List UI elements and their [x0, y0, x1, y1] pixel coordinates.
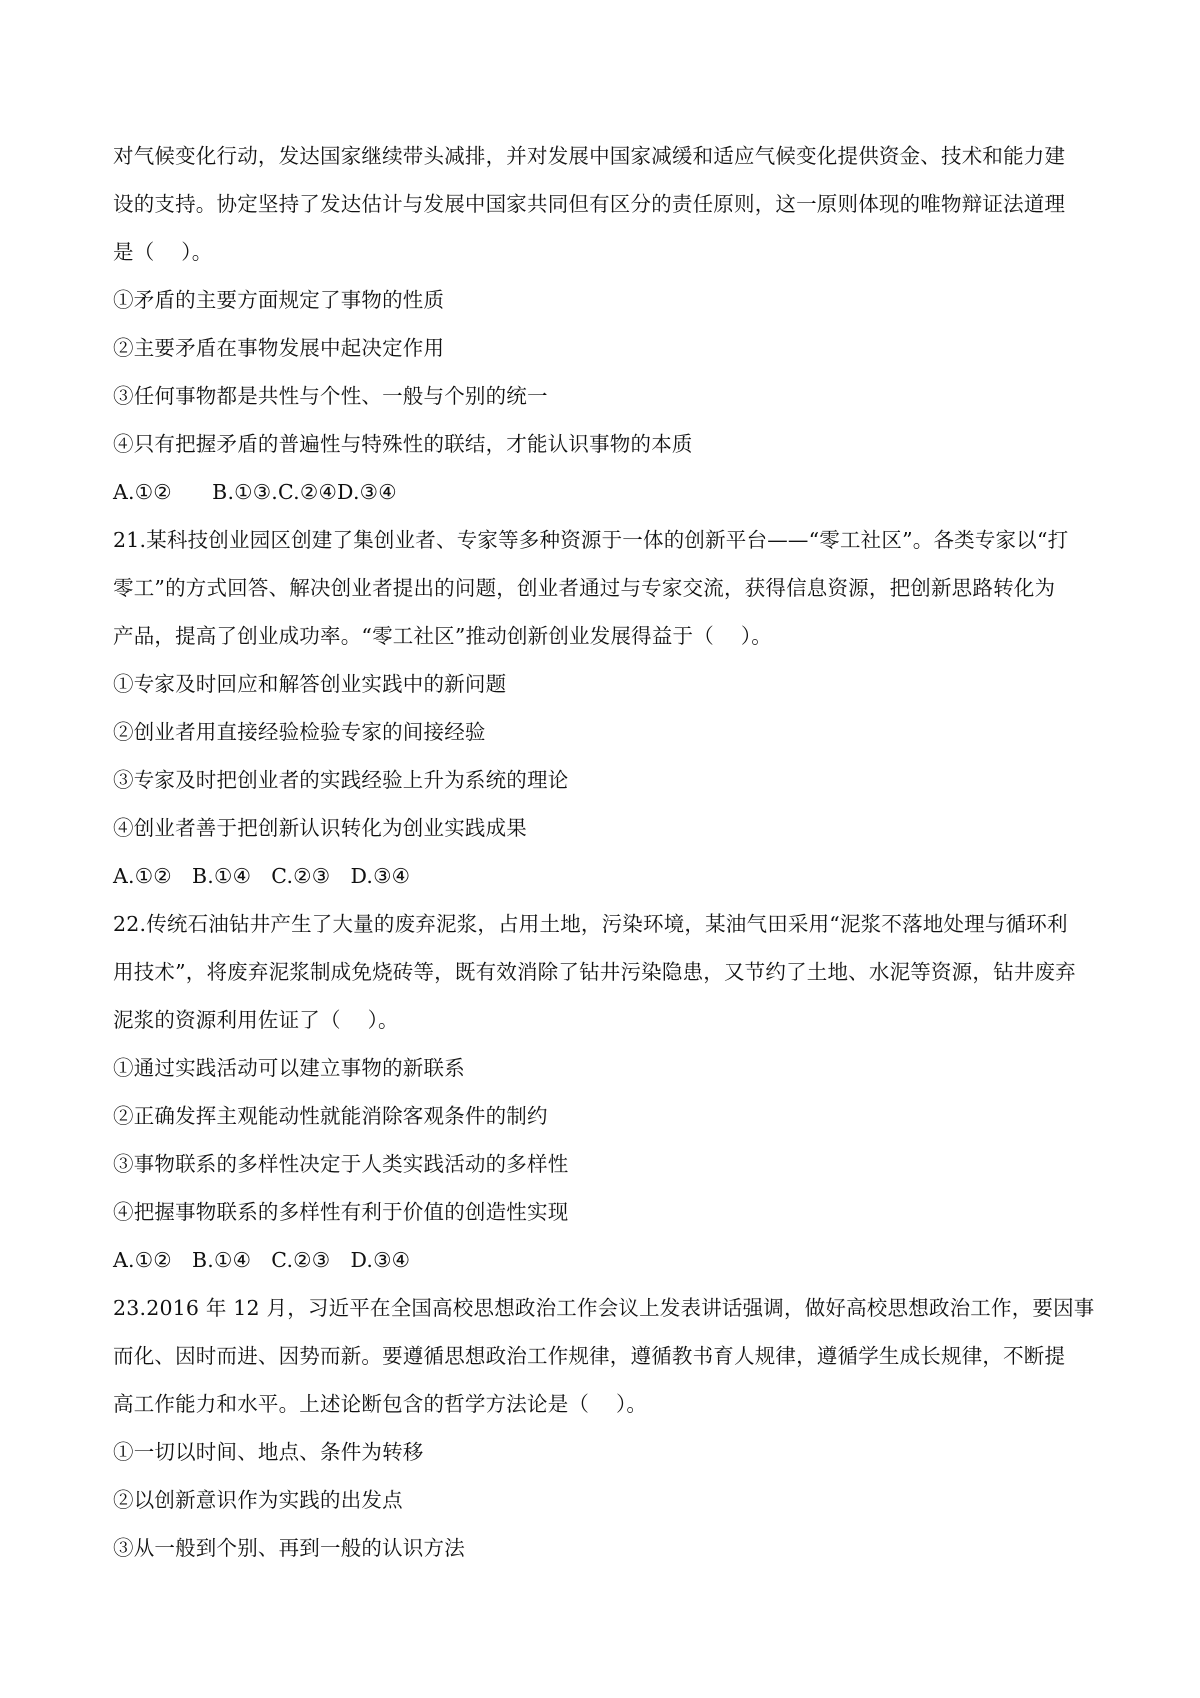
question-22-text: 22.传统石油钻井产生了大量的废弃泥浆，占用土地，污染环境，某油气田采用“泥浆不落地处理与循环利 — [113, 912, 1068, 936]
answer-choices: A.①② B.①④ C.②③ D.③④ — [113, 1248, 411, 1272]
question-22-text: 泥浆的资源利用佐证了（ ）。 — [113, 1008, 399, 1032]
answer-choices: A.①② B.①③.C.②④D.③④ — [113, 480, 397, 504]
option-line: ②正确发挥主观能动性就能消除客观条件的制约 — [113, 1104, 548, 1128]
question-21-text: 零工”的方式回答、解决创业者提出的问题，创业者通过与专家交流，获得信息资源，把创新思路转化为 — [113, 576, 1056, 600]
question-21-text: 21.某科技创业园区创建了集创业者、专家等多种资源于一体的创新平台——“零工社区”。各类专家以“打 — [113, 528, 1069, 552]
option-line: ②创业者用直接经验检验专家的间接经验 — [113, 720, 486, 744]
option-line: ③任何事物都是共性与个性、一般与个别的统一 — [113, 384, 548, 408]
question-21-text: 产品，提高了创业成功率。“零工社区”推动创新创业发展得益于（ ）。 — [113, 624, 772, 648]
text-line: 是（ ）。 — [113, 240, 213, 264]
option-line: ②以创新意识作为实践的出发点 — [113, 1488, 403, 1512]
option-line: ④把握事物联系的多样性有利于价值的创造性实现 — [113, 1200, 569, 1224]
text-line: 设的支持。协定坚持了发达估计与发展中国家共同但有区分的责任原则，这一原则体现的唯物辩证法道理 — [113, 192, 1066, 216]
answer-choices: A.①② B.①④ C.②③ D.③④ — [113, 864, 411, 888]
option-line: ②主要矛盾在事物发展中起决定作用 — [113, 336, 445, 360]
option-line: ①矛盾的主要方面规定了事物的性质 — [113, 288, 445, 312]
option-line: ④只有把握矛盾的普遍性与特殊性的联结，才能认识事物的本质 — [113, 432, 693, 456]
question-23-text: 23.2016 年 12 月，习近平在全国高校思想政治工作会议上发表讲话强调，做好高校思想政治工作，要因事 — [113, 1296, 1095, 1320]
text-line: 对气候变化行动，发达国家继续带头减排，并对发展中国家减缓和适应气候变化提供资金、技术和能力建 — [113, 144, 1066, 168]
option-line: ①一切以时间、地点、条件为转移 — [113, 1440, 424, 1464]
option-line: ③从一般到个别、再到一般的认识方法 — [113, 1536, 465, 1560]
option-line: ④创业者善于把创新认识转化为创业实践成果 — [113, 816, 527, 840]
document-body — [113, 132, 1103, 1572]
option-line: ①专家及时回应和解答创业实践中的新问题 — [113, 672, 507, 696]
question-22-text: 用技术”，将废弃泥浆制成免烧砖等，既有效消除了钻井污染隐患，又节约了土地、水泥等资源，钻井废弃 — [113, 960, 1076, 984]
option-line: ①通过实践活动可以建立事物的新联系 — [113, 1056, 465, 1080]
option-line: ③事物联系的多样性决定于人类实践活动的多样性 — [113, 1152, 569, 1176]
question-23-text: 而化、因时而进、因势而新。要遵循思想政治工作规律，遵循教书育人规律，遵循学生成长规律，不断提 — [113, 1344, 1066, 1368]
question-23-text: 高工作能力和水平。上述论断包含的哲学方法论是（ ）。 — [113, 1392, 648, 1416]
option-line: ③专家及时把创业者的实践经验上升为系统的理论 — [113, 768, 569, 792]
